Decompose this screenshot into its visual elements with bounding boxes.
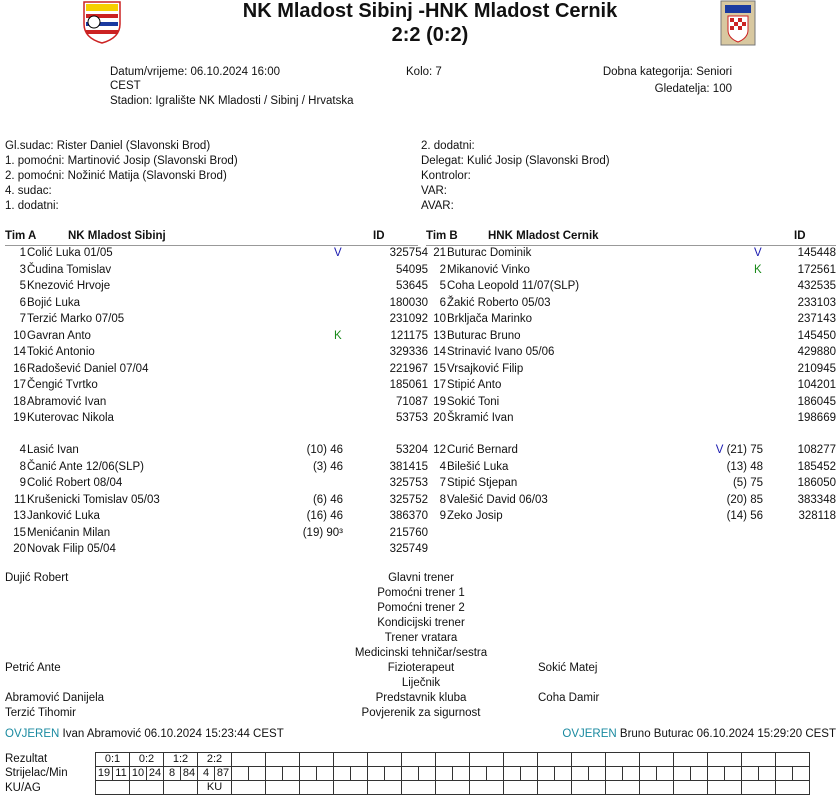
- captain-badge: K: [754, 263, 762, 276]
- player-name: Tokić Antonio: [27, 346, 95, 358]
- result-cell: [266, 753, 300, 767]
- staff-role-label: Liječnik: [401, 677, 441, 689]
- player-name: Čudina Tomislav: [27, 263, 112, 276]
- player-number: 5: [19, 280, 26, 292]
- player-id: 54095: [396, 263, 428, 276]
- ku-cell: [164, 781, 198, 795]
- player-number: 8: [19, 460, 26, 473]
- player-id: 215760: [389, 526, 428, 539]
- player-name: Kuterovac Nikola: [27, 412, 114, 424]
- substitution-info: (5) 75: [732, 477, 763, 489]
- player-number: 6: [439, 296, 446, 309]
- player-id: 53204: [396, 444, 428, 456]
- player-id: 172561: [797, 263, 836, 276]
- verified-b: [562, 728, 836, 740]
- player-id: 325749: [389, 543, 428, 555]
- player-name: Žakić Roberto 05/03: [447, 296, 551, 309]
- player-number: 10: [13, 329, 26, 342]
- player-id: 221967: [389, 362, 428, 375]
- ku-cell: [266, 781, 300, 795]
- match-timezone: CEST: [110, 80, 141, 92]
- scorer-cell: 19: [96, 767, 113, 781]
- player-number: 19: [433, 395, 446, 408]
- team-a-logo: [80, 0, 124, 44]
- player-number: 9: [439, 510, 446, 522]
- player-number: 15: [13, 526, 26, 539]
- scorer-cell: [300, 767, 317, 781]
- scorer-cell: [317, 767, 334, 781]
- player-name: Bojić Luka: [27, 296, 81, 309]
- ku-cell: [402, 781, 436, 795]
- result-cell: [334, 753, 368, 767]
- staff-role-label: Kondicijski trener: [377, 617, 465, 629]
- team-b-label: Tim B: [426, 230, 458, 242]
- player-name: Stipić Anto: [447, 379, 502, 391]
- player-name: Knezović Hrvoje: [27, 280, 111, 292]
- scorer-cell: [691, 767, 708, 781]
- ku-cell: [674, 781, 708, 795]
- player-number: 6: [19, 296, 26, 309]
- ku-cell: [334, 781, 368, 795]
- player-name: Strinavić Ivano 05/06: [447, 346, 555, 358]
- scorer-cell: [385, 767, 402, 781]
- scorer-cell: [436, 767, 453, 781]
- verified-text: Ivan Abramović 06.10.2024 15:23:44 CEST: [62, 728, 284, 740]
- age-category: Dobna kategorija: Seniori: [602, 66, 732, 78]
- staff-role-label: Povjerenik za sigurnost: [361, 707, 481, 719]
- player-id: 429880: [797, 346, 836, 358]
- staff-role-label: Trener vratara: [384, 632, 458, 644]
- scorer-cell: [572, 767, 589, 781]
- result-cell: [470, 753, 504, 767]
- scorer-cell: 10: [130, 767, 147, 781]
- team-b-id-header: ID: [794, 230, 806, 242]
- ku-cell: [572, 781, 606, 795]
- player-id: 145450: [797, 329, 836, 342]
- player-id: 237143: [797, 313, 836, 325]
- spectators: Gledatelja: 100: [654, 83, 732, 95]
- staff-role-label: Glavni trener: [388, 572, 454, 584]
- player-name: Čanić Ante 12/06(SLP): [27, 460, 144, 473]
- result-cell: [674, 753, 708, 767]
- player-name: Bilešić Luka: [447, 460, 509, 473]
- ku-cell: [742, 781, 776, 795]
- player-name: Vrsajković Filip: [447, 362, 524, 375]
- result-cell: [776, 753, 810, 767]
- scorer-cell: [538, 767, 555, 781]
- scorer-cell: [776, 767, 793, 781]
- scorer-cell: [368, 767, 385, 781]
- player-number: 10: [433, 313, 446, 325]
- player-name: Menićanin Milan: [27, 526, 111, 539]
- ku-cell: [606, 781, 640, 795]
- player-id: 180030: [389, 296, 428, 309]
- official-line: AVAR:: [421, 200, 454, 212]
- player-name: Abramović Ivan: [27, 395, 107, 408]
- scorer-cell: [657, 767, 674, 781]
- official-line: 2. dodatni:: [421, 140, 475, 152]
- player-name: Zeko Josip: [447, 510, 503, 522]
- result-cell: [436, 753, 470, 767]
- ku-cell: [232, 781, 266, 795]
- player-number: 14: [13, 346, 26, 358]
- player-name: Buturac Bruno: [447, 329, 521, 342]
- player-name: Brkljača Marinko: [447, 313, 532, 325]
- verified-tag: OVJEREN: [5, 728, 60, 740]
- ku-cell: [776, 781, 810, 795]
- scorer-cell: [742, 767, 759, 781]
- substitution-info: (20) 85: [726, 493, 763, 506]
- staff-physio-b: Sokić Matej: [538, 662, 598, 674]
- team-b-name: HNK Mladost Cernik: [488, 230, 599, 242]
- player-name: Radošević Daniel 07/04: [27, 362, 149, 375]
- player-number: 13: [433, 329, 446, 342]
- player-name: Valešić David 06/03: [447, 493, 548, 506]
- result-cell: [640, 753, 674, 767]
- player-name: Colić Luka 01/05: [27, 247, 113, 259]
- scoreline-label-ku: KU/AG: [5, 782, 41, 794]
- scorer-cell: 4: [198, 767, 215, 781]
- player-id: 328118: [798, 510, 836, 522]
- staff-role-label: Pomoćni trener 2: [377, 602, 465, 614]
- result-cell: [504, 753, 538, 767]
- scorer-cell: [351, 767, 368, 781]
- scorer-cell: [708, 767, 725, 781]
- substitution-info: (13) 48: [726, 460, 763, 473]
- player-number: 2: [439, 263, 446, 276]
- official-line: 4. sudac:: [5, 185, 52, 197]
- player-name: Lasić Ivan: [27, 444, 79, 456]
- result-cell: [368, 753, 402, 767]
- player-id: 386370: [389, 510, 428, 522]
- official-line: VAR:: [421, 185, 447, 197]
- player-id: 185061: [389, 379, 428, 391]
- scorer-cell: 11: [113, 767, 130, 781]
- player-id: 145448: [797, 247, 836, 259]
- substitution-info: (6) 46: [312, 493, 343, 506]
- player-name: Novak Filip 05/04: [27, 543, 116, 555]
- ku-cell: [368, 781, 402, 795]
- player-id: 53645: [396, 280, 428, 292]
- scorer-cell: [606, 767, 623, 781]
- player-number: 21: [433, 247, 446, 259]
- match-score: 2:2 (0:2): [391, 24, 469, 46]
- player-number: 17: [433, 379, 446, 391]
- player-id: 325752: [389, 493, 428, 506]
- scorer-cell: 8: [164, 767, 181, 781]
- staff-head-coach-a: Dujić Robert: [5, 572, 69, 584]
- result-cell: [538, 753, 572, 767]
- player-number: 13: [13, 510, 26, 522]
- player-number: 7: [19, 313, 26, 325]
- staff-role-label: Fizioterapeut: [387, 662, 455, 674]
- player-name: Colić Robert 08/04: [27, 477, 123, 489]
- scorer-cell: [419, 767, 436, 781]
- player-number: 8: [439, 493, 446, 506]
- verified-a: [5, 728, 284, 740]
- ku-cell: [300, 781, 334, 795]
- match-stadium: Stadion: Igralište NK Mladosti / Sibinj / Hrvatska: [110, 95, 354, 107]
- staff-physio-a: Petrić Ante: [5, 662, 61, 674]
- scorer-cell: [232, 767, 249, 781]
- match-round: Kolo: 7: [406, 66, 442, 78]
- player-number: 5: [439, 280, 446, 292]
- player-id: 186050: [797, 477, 836, 489]
- staff-rep-b: Coha Damir: [538, 692, 600, 704]
- verified-tag: OVJEREN: [562, 728, 617, 740]
- scorer-cell: [759, 767, 776, 781]
- player-id: 381415: [389, 460, 428, 473]
- player-name: Sokić Toni: [447, 395, 500, 408]
- player-name: Terzić Marko 07/05: [27, 313, 125, 325]
- player-name: Buturac Dominik: [447, 247, 532, 259]
- player-name: Gavran Anto: [27, 329, 91, 342]
- scorer-cell: [793, 767, 810, 781]
- scoreline-row: [96, 781, 810, 795]
- player-name: Curić Bernard: [447, 444, 518, 456]
- scorer-cell: [402, 767, 419, 781]
- substitution-info: (3) 46: [312, 460, 343, 473]
- scorer-cell: 87: [215, 767, 232, 781]
- staff-role-label: Predstavnik kluba: [375, 692, 467, 704]
- scorer-cell: [470, 767, 487, 781]
- result-cell: [300, 753, 334, 767]
- player-number: 15: [433, 362, 446, 375]
- player-number: 18: [13, 395, 26, 408]
- substitution-info: (16) 46: [306, 510, 343, 522]
- official-line: Gl.sudac: Rister Daniel (Slavonski Brod): [5, 140, 211, 152]
- verified-text: Bruno Buturac 06.10.2024 15:29:20 CEST: [619, 728, 836, 740]
- substitution-info: (10) 46: [306, 444, 343, 456]
- team-a-label: Tim A: [5, 230, 37, 242]
- player-number: 11: [14, 493, 26, 506]
- result-cell: [402, 753, 436, 767]
- result-cell: 2:2: [198, 753, 232, 767]
- player-name: Mikanović Vinko: [447, 263, 530, 276]
- substitution-info: (14) 56: [726, 510, 763, 522]
- player-id: 325754: [389, 247, 428, 259]
- ku-cell: [130, 781, 164, 795]
- scorer-cell: 84: [181, 767, 198, 781]
- result-cell: [708, 753, 742, 767]
- goalkeeper-badge: V: [715, 444, 727, 456]
- player-number: 12: [433, 444, 446, 456]
- player-id: 108277: [797, 444, 836, 456]
- player-id: 71087: [396, 395, 428, 408]
- substitution-minute: (21) 75: [726, 444, 763, 456]
- player-number: 16: [13, 362, 26, 375]
- player-number: 20: [13, 543, 26, 555]
- player-number: 1: [19, 247, 26, 259]
- scorer-cell: [334, 767, 351, 781]
- ku-cell: [436, 781, 470, 795]
- substitution-info: [716, 442, 763, 458]
- scorer-cell: [521, 767, 538, 781]
- captain-badge: K: [334, 329, 342, 342]
- scorer-cell: [453, 767, 470, 781]
- scorer-cell: [589, 767, 606, 781]
- player-id: 104201: [797, 379, 836, 391]
- official-line: Kontrolor:: [421, 170, 471, 182]
- match-datetime: Datum/vrijeme: 06.10.2024 16:00: [110, 66, 281, 78]
- scorer-cell: [623, 767, 640, 781]
- player-number: 17: [13, 379, 26, 391]
- result-cell: 0:2: [130, 753, 164, 767]
- ku-cell: [96, 781, 130, 795]
- result-cell: [572, 753, 606, 767]
- player-id: 186045: [797, 395, 836, 408]
- ku-cell: [470, 781, 504, 795]
- scoreline-label-results: Rezultat: [5, 753, 48, 765]
- scoreline-row: [96, 767, 810, 781]
- team-b-logo: [720, 0, 756, 46]
- player-number: 14: [433, 346, 446, 358]
- scoreline-label-scorers: Strijelac/Min: [5, 767, 68, 779]
- official-line: Delegat: Kulić Josip (Slavonski Brod): [421, 155, 610, 167]
- result-cell: 1:2: [164, 753, 198, 767]
- official-line: 1. pomoćni: Martinović Josip (Slavonski Brod): [5, 155, 238, 167]
- player-number: 3: [19, 263, 26, 276]
- scorer-cell: [266, 767, 283, 781]
- player-name: Coha Leopold 11/07(SLP): [447, 280, 580, 292]
- ku-cell: [708, 781, 742, 795]
- ku-cell: KU: [198, 781, 232, 795]
- scorer-cell: 24: [147, 767, 164, 781]
- scorer-cell: [487, 767, 504, 781]
- player-number: 4: [439, 460, 446, 473]
- player-name: Čengić Tvrtko: [27, 379, 98, 391]
- ku-cell: [504, 781, 538, 795]
- player-id: 198669: [797, 412, 836, 424]
- player-id: 233103: [797, 296, 836, 309]
- scoreline-table: [95, 752, 810, 795]
- staff-security-a: Terzić Tihomir: [5, 707, 76, 719]
- scorer-cell: [640, 767, 657, 781]
- player-number: 20: [433, 412, 446, 424]
- match-title: NK Mladost Sibinj -HNK Mladost Cernik: [242, 0, 618, 22]
- substitution-info: (19) 90³: [302, 526, 343, 539]
- player-name: Krušenicki Tomislav 05/03: [27, 493, 160, 506]
- player-id: 383348: [797, 493, 836, 506]
- player-number: 4: [19, 444, 26, 456]
- goalkeeper-badge: V: [754, 247, 762, 259]
- player-name: Stipić Stjepan: [447, 477, 518, 489]
- staff-role-label: Medicinski tehničar/sestra: [354, 647, 488, 659]
- player-id: 231092: [389, 313, 428, 325]
- team-a-name: NK Mladost Sibinj: [68, 230, 166, 242]
- scorer-cell: [283, 767, 300, 781]
- team-a-id-header: ID: [373, 230, 385, 242]
- staff-rep-a: Abramović Danijela: [5, 692, 105, 704]
- player-id: 210945: [797, 362, 836, 375]
- official-line: 2. pomoćni: Nožinić Matija (Slavonski Brod): [5, 170, 227, 182]
- scorer-cell: [555, 767, 572, 781]
- scorer-cell: [674, 767, 691, 781]
- player-id: 121175: [390, 329, 428, 342]
- ku-cell: [538, 781, 572, 795]
- scorer-cell: [725, 767, 742, 781]
- result-cell: [606, 753, 640, 767]
- player-id: 53753: [396, 412, 428, 424]
- player-id: 329336: [389, 346, 428, 358]
- goalkeeper-badge: V: [334, 247, 342, 259]
- player-number: 7: [439, 477, 446, 489]
- player-number: 9: [19, 477, 26, 489]
- staff-role-label: Pomoćni trener 1: [377, 587, 465, 599]
- official-line: 1. dodatni:: [5, 200, 59, 212]
- result-cell: [232, 753, 266, 767]
- player-name: Janković Luka: [27, 510, 100, 522]
- player-id: 185452: [797, 460, 836, 473]
- scorer-cell: [249, 767, 266, 781]
- scorer-cell: [504, 767, 521, 781]
- ku-cell: [640, 781, 674, 795]
- result-cell: 0:1: [96, 753, 130, 767]
- player-number: 19: [13, 412, 26, 424]
- player-id: 432535: [797, 280, 836, 292]
- result-cell: [742, 753, 776, 767]
- scoreline-row: [96, 753, 810, 767]
- player-name: Škramić Ivan: [447, 412, 514, 424]
- player-id: 325753: [389, 477, 428, 489]
